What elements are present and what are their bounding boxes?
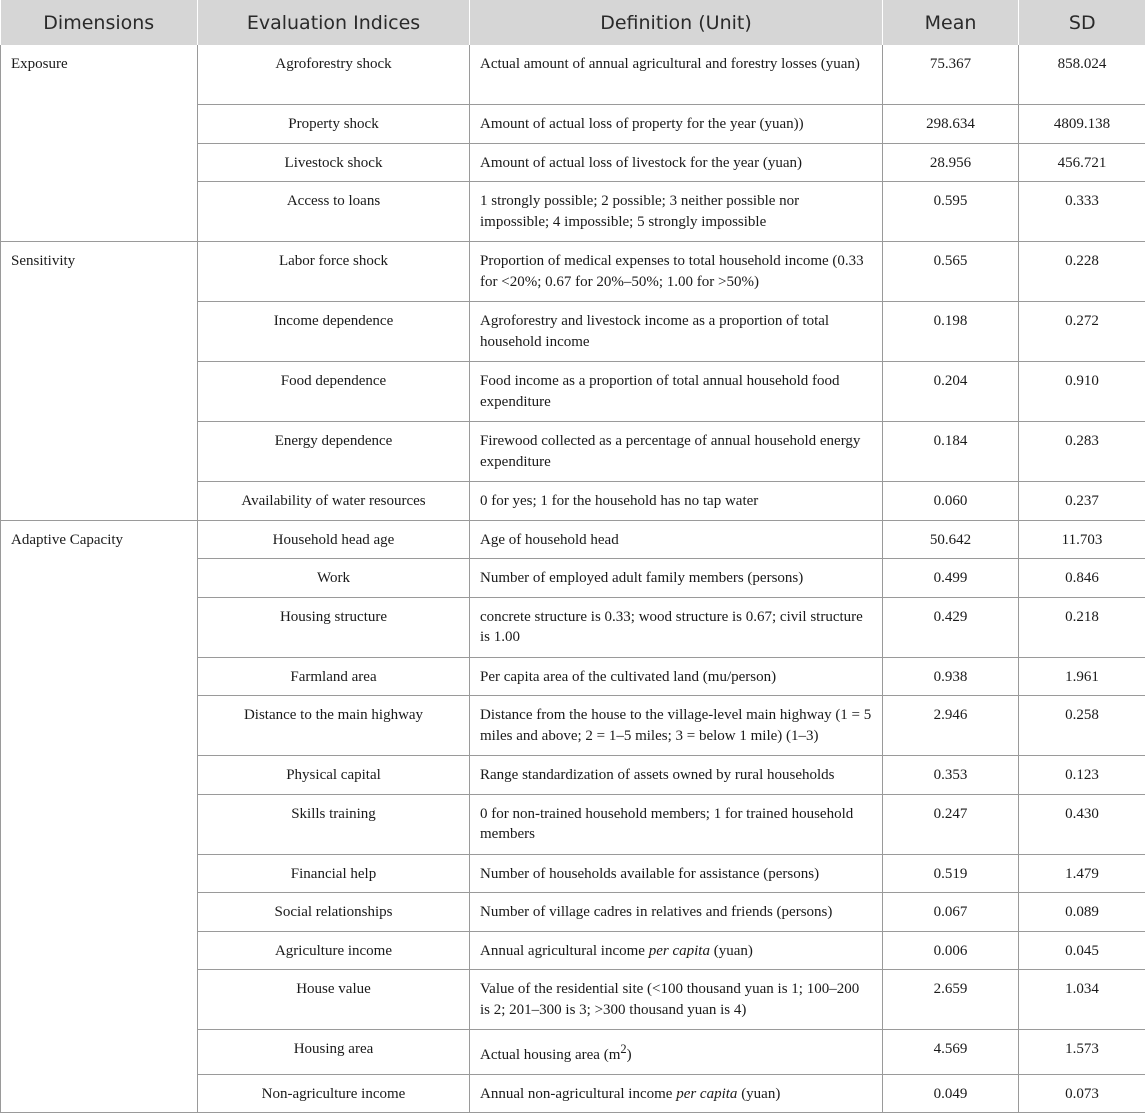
definition-cell [470,931,883,970]
definition-cell: Number of employed adult family members (persons) [470,559,883,598]
dimension-cell: Sensitivity [1,242,198,521]
mean-cell: 0.060 [883,482,1019,521]
index-cell: Property shock [198,105,470,144]
sd-cell: 1.479 [1019,854,1145,893]
definition-cell: Age of household head [470,520,883,559]
index-cell: Labor force shock [198,242,470,302]
mean-cell: 0.198 [883,302,1019,362]
sd-cell: 0.910 [1019,362,1145,422]
sd-cell: 0.073 [1019,1074,1145,1113]
index-cell: Social relationships [198,893,470,932]
sd-cell: 456.721 [1019,143,1145,182]
definition-text: ) [627,1047,632,1063]
header-mean: Mean [883,0,1019,45]
header-definition: Definition (Unit) [470,0,883,45]
index-cell: Availability of water resources [198,482,470,521]
mean-cell: 0.204 [883,362,1019,422]
definition-cell: Firewood collected as a percentage of annual household energy expenditure [470,422,883,482]
sd-cell: 1.034 [1019,970,1145,1030]
sd-cell: 0.089 [1019,893,1145,932]
definition-emphasis: per capita [649,943,710,959]
sd-cell: 858.024 [1019,45,1145,105]
index-cell: Access to loans [198,182,470,242]
definition-cell: Per capita area of the cultivated land (mu/person) [470,657,883,696]
index-cell: Household head age [198,520,470,559]
mean-cell: 0.006 [883,931,1019,970]
sd-cell: 1.573 [1019,1030,1145,1075]
sd-cell: 0.272 [1019,302,1145,362]
index-cell: House value [198,970,470,1030]
mean-cell: 50.642 [883,520,1019,559]
definition-cell: Amount of actual loss of property for the year (yuan)) [470,105,883,144]
definition-cell: 0 for non-trained household members; 1 for trained household members [470,794,883,854]
mean-cell: 2.946 [883,696,1019,756]
index-cell: Energy dependence [198,422,470,482]
dimension-cell: Exposure [1,45,198,242]
mean-cell: 0.353 [883,756,1019,795]
definition-cell: 1 strongly possible; 2 possible; 3 neither possible nor impossible; 4 impossible; 5 strongly impossible [470,182,883,242]
mean-cell: 0.429 [883,597,1019,657]
mean-cell: 2.659 [883,970,1019,1030]
definition-cell: Value of the residential site (<100 thousand yuan is 1; 100–200 is 2; 201–300 is 3; >300 thousand yuan is 4) [470,970,883,1030]
header-dimensions: Dimensions [1,0,198,45]
definition-cell: Range standardization of assets owned by rural households [470,756,883,795]
sd-cell: 0.333 [1019,182,1145,242]
definition-text: (yuan) [737,1086,780,1102]
mean-cell: 0.519 [883,854,1019,893]
mean-cell: 0.247 [883,794,1019,854]
sd-cell: 0.228 [1019,242,1145,302]
mean-cell: 0.184 [883,422,1019,482]
definition-text: Annual agricultural income [480,943,649,959]
sd-cell: 0.430 [1019,794,1145,854]
sd-cell: 0.123 [1019,756,1145,795]
mean-cell: 0.067 [883,893,1019,932]
sd-cell: 0.045 [1019,931,1145,970]
definition-cell: Food income as a proportion of total annual household food expenditure [470,362,883,422]
index-cell: Food dependence [198,362,470,422]
definition-cell: Amount of actual loss of livestock for the year (yuan) [470,143,883,182]
definition-cell [470,1030,883,1075]
mean-cell: 4.569 [883,1030,1019,1075]
definition-cell: 0 for yes; 1 for the household has no tap water [470,482,883,521]
mean-cell: 0.049 [883,1074,1019,1113]
index-cell: Livestock shock [198,143,470,182]
header-row [1,0,1145,45]
mean-cell: 0.565 [883,242,1019,302]
definition-cell: concrete structure is 0.33; wood structure is 0.67; civil structure is 1.00 [470,597,883,657]
index-cell: Financial help [198,854,470,893]
header-evaluation-indices: Evaluation Indices [198,0,470,45]
index-cell: Non-agriculture income [198,1074,470,1113]
index-cell: Farmland area [198,657,470,696]
index-cell: Distance to the main highway [198,696,470,756]
index-cell: Work [198,559,470,598]
definition-cell: Agroforestry and livestock income as a proportion of total household income [470,302,883,362]
definition-cell: Actual amount of annual agricultural and forestry losses (yuan) [470,45,883,105]
index-cell: Skills training [198,794,470,854]
table-row [1,242,1145,302]
sd-cell: 4809.138 [1019,105,1145,144]
table-row [1,45,1145,105]
index-cell: Agroforestry shock [198,45,470,105]
definition-text: (yuan) [710,943,753,959]
sd-cell: 0.218 [1019,597,1145,657]
index-cell: Physical capital [198,756,470,795]
index-cell: Income dependence [198,302,470,362]
mean-cell: 75.367 [883,45,1019,105]
definition-emphasis: per capita [676,1086,737,1102]
mean-cell: 298.634 [883,105,1019,144]
index-cell: Housing structure [198,597,470,657]
definition-text: Actual housing area (m [480,1047,620,1063]
sd-cell: 1.961 [1019,657,1145,696]
mean-cell: 28.956 [883,143,1019,182]
definition-text: Annual non-agricultural income [480,1086,676,1102]
sd-cell: 0.237 [1019,482,1145,521]
definition-cell: Distance from the house to the village-level main highway (1 = 5 miles and above; 2 = 1–5 miles; 3 = below 1 mile) (1–3) [470,696,883,756]
definition-cell: Number of village cadres in relatives and friends (persons) [470,893,883,932]
definition-cell: Number of households available for assistance (persons) [470,854,883,893]
definition-cell [470,1074,883,1113]
header-sd: SD [1019,0,1145,45]
index-cell: Agriculture income [198,931,470,970]
mean-cell: 0.499 [883,559,1019,598]
sd-cell: 0.283 [1019,422,1145,482]
dimension-cell: Adaptive Capacity [1,520,198,1113]
sd-cell: 0.258 [1019,696,1145,756]
mean-cell: 0.595 [883,182,1019,242]
sd-cell: 0.846 [1019,559,1145,598]
definition-superscript: 2 [620,1042,626,1056]
mean-cell: 0.938 [883,657,1019,696]
sd-cell: 11.703 [1019,520,1145,559]
index-cell: Housing area [198,1030,470,1075]
definition-cell: Proportion of medical expenses to total household income (0.33 for <20%; 0.67 for 20%–50%; 1.00 for >50%) [470,242,883,302]
table-row [1,520,1145,559]
